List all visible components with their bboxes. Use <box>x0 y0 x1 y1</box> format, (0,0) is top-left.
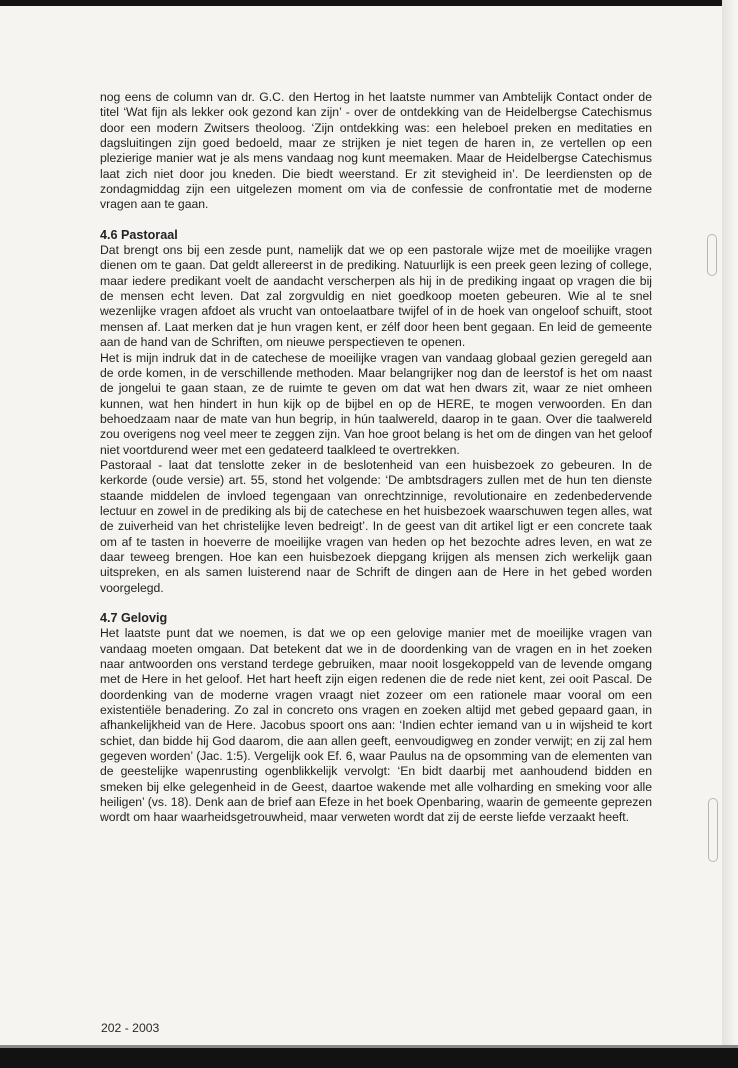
article-body <box>100 90 652 826</box>
scan-top-border <box>0 0 722 6</box>
pastoraal-paragraph-3: Pastoraal - laat dat tenslotte zeker in de beslotenheid van een huisbezoek zo gebeuren. In de kerkorde (oude versie) art. 55, stond het volgende: ‘De ambtsdragers zullen met de hun ten dienste staande middelen de invloed tegengaan van onrechtzinnige, revolutionaire en zedenbedervende lectuur en zowel in de prediking als bij de catechese en het huisbezoek waarschuwen tegen alles, wat de zuiverheid van het christelijke leven bedreigt’. In de geest van dit artikel ligt er een concrete taak om af te tasten in hoeverre de moeilijke vragen van heden op het bezochte adres leven, en wat ze daar teweeg brengen. Hoe kan een huisbezoek diepgang krijgen als mensen zich werkelijk gaan uitspreken, en als samen luisterend naar de Schrift de dingen aan de Here in het gebed worden voorgelegd. <box>100 457 652 595</box>
page-number: 202 - 2003 <box>101 1021 160 1035</box>
pastoraal-paragraph-1: Dat brengt ons bij een zesde punt, namelijk dat we op een pastorale wijze met de moeilijke vragen dienen om te gaan. Dat geldt allereerst in de prediking. Natuurlijk is een preek geen lezing of college, maar iedere predikant voelt de aandacht verscherpen als hij in de prediking ingaat op vragen die bij de mensen echt leven. Dat zal zorgvuldig en niet goedkoop moeten gebeuren. Wie al te snel wezenlijke vragen afdoet als vrucht van ontoelaatbare twijfel of in de hoek van ongeloof schuift, stoot mensen af. Laat merken dat je hun vragen kent, er zélf door heen bent gegaan. En leid de gemeente aan de hand van de Schriften, om nieuwe perspectieven te openen. <box>100 243 652 350</box>
gelovig-paragraph-1: Het laatste punt dat we noemen, is dat we op een gelovige manier met de moeilijke vragen van vandaag moeten omgaan. Dat betekent dat we in de doordenking van de vragen en in het zoeken naar antwoorden ons verstand terdege gebruiken, maar nooit losgekoppeld van de levende omgang met de Here in het geloof. Het hart heeft zijn eigen redenen die de rede niet kent, zei ooit Pascal. De doordenking van de moderne vragen vraagt niet zozeer om een rationele maar vooral om een existentiële benadering. Zo zal in concreto ons vragen en zoeken altijd met gebed gepaard gaan, in afhankelijkheid van de Here. Jacobus spoort ons aan: ‘Indien echter iemand van u in wijsheid te kort schiet, dan bidde hij God daarom, die aan allen geeft, eenvoudigweg en zonder verwijt; en zij zal hem gegeven worden’ (Jac. 1:5). Vergelijk ook Ef. 6, waar Paulus na de opsomming van de elementen van de geestelijke wapenrusting ogenblikkelijk vervolgt: ‘En bidt daarbij met aanhoudend bidden en smeken bij elke gelegenheid in de Geest, daartoe wakende met alle volharding en smeking voor alle heiligen’ (vs. 18). Denk aan de brief aan Efeze in het boek Openbaring, waarin de gemeente geprezen wordt om haar waarheidsgetrouwheid, maar verweten wordt dat zij de eerste liefde verzaakt heeft. <box>100 626 652 825</box>
intro-paragraph: nog eens de column van dr. G.C. den Hertog in het laatste nummer van Ambtelijk Contact onder de titel ‘Wat fijn als lekker ook gezond kan zijn’ - over de ontdekking van de Heidelbergse Catechismus door een modern Zwitsers theoloog. ‘Zijn ontdekking was: een heleboel preken en meditaties en dagsluitingen zijn goed bedoeld, maar ze strijken je niet tegen de haren in, ze vertellen op een plezierige manier wat je als mens vandaag nog kunt meemaken. Maar de Heidelbergse Catechismus laat zich niet door jou kneden. Die biedt weerstand. Er zit stevigheid in’. De leerdiensten op de zondagmiddag zijn een uitgelezen moment om via de confessie de confrontatie met de moderne vragen aan te gaan. <box>100 90 652 212</box>
section-heading-gelovig: 4.7 Gelovig <box>100 611 168 625</box>
scan-right-edge <box>722 0 738 1068</box>
paper-clip-top-icon <box>707 234 717 276</box>
pastoraal-paragraph-2: Het is mijn indruk dat in de catechese de moeilijke vragen van vandaag globaal gezien geregeld aan de orde komen, in de verschillende methoden. Maar belangrijker nog dan de leerstof is het om naast de jongelui te gaan staan, ze de ruimte te geven om dat wat hen dwars zit, waar ze niet omheen kunnen, wat hen hindert in hun kijk op de bijbel en op de HERE, te mogen verwoorden. En dan behoedzaam naar de mate van hun begrip, in hún taalwereld, daarop in te gaan. Over die taalwereld zou overigens nog veel meer te zeggen zijn. Van hoe groot belang is het om de dingen van het geloof niet voortdurend weer met een gedateerd taalkleed te overtrekken. <box>100 350 652 457</box>
section-heading-pastoraal: 4.6 Pastoraal <box>100 227 178 242</box>
scan-bottom-border <box>0 1048 738 1068</box>
paper-clip-bottom-icon <box>708 798 718 862</box>
